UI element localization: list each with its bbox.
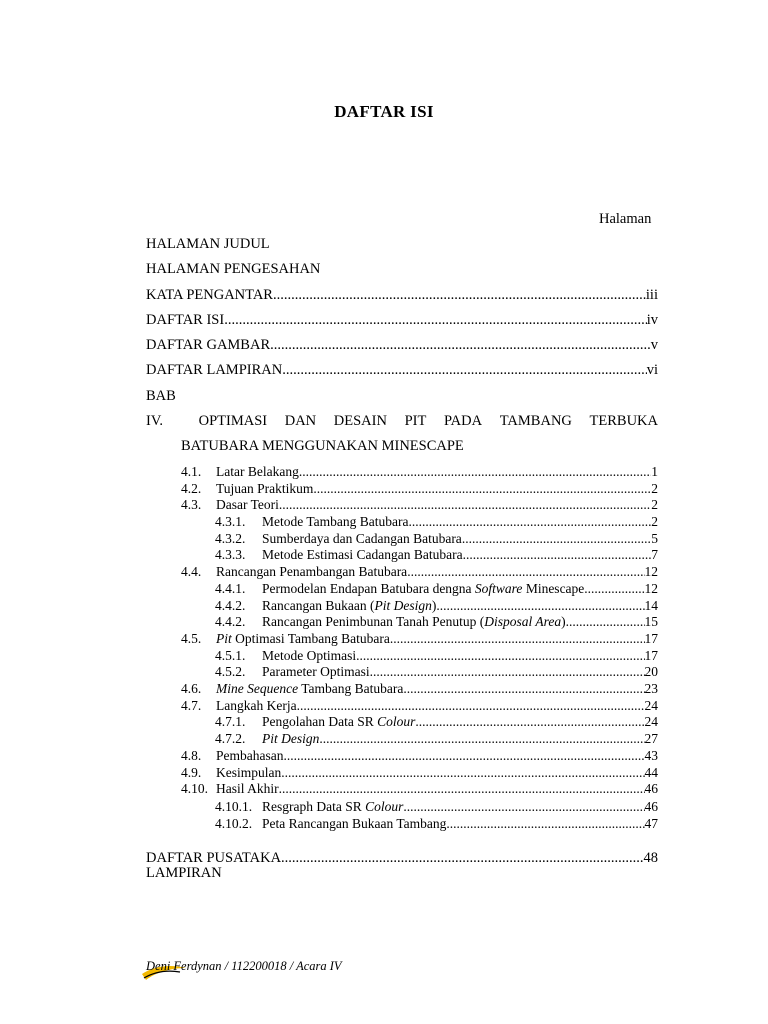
toc-page: 43	[644, 748, 658, 763]
toc-label-text: Resgraph Data SR	[262, 799, 366, 814]
toc-label	[262, 731, 319, 747]
toc-label	[216, 681, 403, 697]
leader-dots	[273, 287, 646, 304]
footer-text: Deni Ferdynan / 112200018 / Acara IV	[146, 959, 342, 973]
toc-page: 5	[651, 531, 658, 546]
toc-row	[181, 464, 658, 481]
toc-page: 17	[644, 631, 658, 646]
page-title: DAFTAR ISI	[334, 102, 434, 121]
toc-page: 20	[644, 664, 658, 679]
toc-page: v	[650, 337, 658, 353]
chapter-word: TERBUKA	[589, 413, 658, 429]
toc-row	[181, 748, 658, 765]
toc-label	[216, 464, 299, 480]
toc-label: DAFTAR PUSATAKA	[146, 850, 282, 866]
toc-row-halaman-judul	[146, 236, 658, 256]
chapter-word: DAN	[284, 413, 317, 429]
toc-page: 2	[651, 481, 658, 496]
leader-dots	[403, 799, 644, 815]
toc-number: 4.4.2.	[215, 598, 246, 613]
toc-label-text: Metode Optimasi	[262, 648, 357, 663]
leader-dots	[588, 581, 645, 597]
toc-row	[215, 614, 658, 631]
toc-label-italic: Pit Design	[374, 598, 432, 613]
toc-row	[181, 681, 658, 698]
toc-label-text: Langkah Kerja	[216, 698, 297, 713]
toc-number: 4.10.1.	[215, 799, 253, 814]
toc-label-text: Pembahasan	[216, 748, 284, 763]
toc-row	[215, 547, 658, 564]
toc-row	[215, 648, 658, 665]
halaman-label: Halaman	[599, 211, 652, 227]
leader-dots	[279, 781, 645, 797]
toc-label-text: Peta Rancangan Bukaan Tambang	[262, 816, 447, 831]
toc-label: DAFTAR GAMBAR	[146, 337, 271, 353]
toc-page: 17	[644, 648, 658, 663]
toc-number: 4.3.3.	[215, 547, 246, 562]
toc-number: 4.4.2.	[215, 614, 246, 629]
toc-label-text: Kesimpulan	[216, 765, 282, 780]
leader-dots	[370, 664, 645, 680]
toc-label	[216, 781, 279, 797]
toc-label: DAFTAR LAMPIRAN	[146, 362, 283, 378]
leader-dots	[297, 698, 645, 714]
toc-page: 46	[644, 781, 658, 796]
toc-page: iv	[646, 312, 658, 328]
toc-row	[215, 799, 658, 816]
toc-number: 4.8.	[181, 748, 202, 763]
toc-label	[216, 698, 297, 714]
toc-page: 1	[651, 464, 658, 479]
toc-row	[181, 698, 658, 715]
toc-page: 46	[644, 799, 658, 814]
leader-dots	[270, 337, 651, 354]
toc-row	[215, 816, 658, 833]
toc-label-text: Rancangan Penambangan Batubara	[216, 564, 408, 579]
chapter-word: OPTIMASI	[198, 413, 268, 429]
toc-row	[215, 598, 658, 615]
toc-label-italic: Software	[474, 581, 523, 596]
toc-number: 4.1.	[181, 464, 202, 479]
toc-label-italic: Mine Sequence	[216, 681, 299, 696]
toc-label	[262, 614, 566, 630]
toc-label	[262, 531, 462, 547]
toc-label: LAMPIRAN	[146, 865, 222, 881]
chapter-title-line2: BATUBARA MENGGUNAKAN MINESCAPE	[181, 438, 464, 454]
toc-label-text: )	[561, 614, 566, 629]
toc-number: 4.3.	[181, 497, 202, 512]
toc-label	[262, 581, 588, 597]
chapter-word: PADA	[443, 413, 483, 429]
toc-label	[262, 547, 463, 563]
toc-row-daftar-isi	[146, 312, 658, 332]
leader-dots	[224, 312, 647, 329]
leader-dots	[407, 564, 644, 580]
toc-page: iii	[645, 287, 658, 303]
toc-page: 47	[644, 816, 658, 831]
toc-number: 4.4.1.	[215, 581, 246, 596]
toc-row	[215, 714, 658, 731]
toc-number: 4.10.2.	[215, 816, 253, 831]
leader-dots	[319, 731, 644, 747]
toc-label-italic: Pit	[216, 631, 232, 646]
toc-label	[262, 664, 370, 680]
toc-page: 12	[644, 581, 658, 596]
toc-row	[181, 781, 658, 798]
toc-label	[216, 497, 279, 513]
toc-label-text: Tujuan Praktikum	[216, 481, 314, 496]
toc-label: DAFTAR ISI	[146, 312, 225, 328]
leader-dots	[281, 765, 644, 781]
toc-label-italic: Disposal Area	[484, 614, 562, 629]
toc-row	[215, 731, 658, 748]
leader-dots	[409, 514, 652, 530]
toc-label-text: Optimasi Tambang Batubara	[231, 631, 390, 646]
leader-dots	[446, 816, 644, 832]
toc-number: 4.3.1.	[215, 514, 246, 529]
toc-row	[181, 497, 658, 514]
toc-label-text: Pengolahan Data SR	[262, 714, 378, 729]
toc-label	[216, 765, 281, 781]
leader-dots	[436, 598, 644, 614]
toc-label: HALAMAN JUDUL	[146, 236, 270, 252]
toc-label-italic: Pit Design	[262, 731, 320, 746]
toc-label-text: )	[431, 598, 437, 613]
toc-page: vi	[646, 362, 658, 378]
toc-label	[216, 481, 313, 497]
toc-label-text: Rancangan Bukaan (	[262, 598, 375, 613]
toc-label-text: Minescape.	[522, 581, 588, 596]
toc-label	[262, 514, 409, 530]
toc-label-text: Rancangan Penimbunan Tanah Penutup (	[262, 614, 485, 629]
chapter-number: IV.	[146, 413, 164, 429]
leader-dots	[566, 614, 645, 630]
toc-page: 24	[644, 698, 658, 713]
toc-label-text: Hasil Akhir	[216, 781, 279, 796]
toc-page: 7	[651, 547, 658, 562]
leader-dots	[299, 464, 651, 480]
toc-label	[216, 564, 407, 580]
toc-label: KATA PENGANTAR	[146, 287, 273, 303]
toc-number: 4.5.	[181, 631, 202, 646]
toc-page: 44	[644, 765, 658, 780]
toc-number: 4.7.2.	[215, 731, 246, 746]
chapter-heading-line2	[181, 438, 658, 458]
toc-label-text: Permodelan Endapan Batubara dengna	[262, 581, 475, 596]
chapter-word: TAMBANG	[499, 413, 572, 429]
toc-number: 4.7.1.	[215, 714, 246, 729]
toc-label	[262, 816, 446, 832]
toc-number: 4.5.1.	[215, 648, 246, 663]
toc-label-text: Latar Belakang	[216, 464, 299, 479]
toc-number: 4.3.2.	[215, 531, 246, 546]
toc-page: 23	[644, 681, 658, 696]
toc-number: 4.5.2.	[215, 664, 246, 679]
leader-dots	[279, 497, 651, 513]
toc-row-kata-pengantar	[146, 287, 658, 307]
toc-label	[262, 648, 356, 664]
toc-label-italic: Colour	[365, 799, 404, 814]
toc-row	[215, 664, 658, 681]
chapter-word: PIT	[404, 413, 427, 429]
leader-dots	[356, 648, 644, 664]
toc-page: 48	[643, 850, 658, 866]
toc-label-text: Sumberdaya dan Cadangan Batubara	[262, 531, 462, 546]
toc-number: 4.7.	[181, 698, 202, 713]
toc-page: 12	[644, 564, 658, 579]
toc-page: 14	[644, 598, 658, 613]
toc-label	[216, 748, 283, 764]
toc-row-lampiran	[146, 865, 658, 885]
toc-number: 4.2.	[181, 481, 202, 496]
leader-dots	[415, 714, 644, 730]
toc-label-text: Tambang Batubara	[298, 681, 404, 696]
toc-page: 2	[651, 497, 658, 512]
leader-dots	[283, 748, 644, 764]
chapter-heading-line1	[146, 413, 658, 430]
toc-label-text: Dasar Teori	[216, 497, 279, 512]
toc-row	[181, 765, 658, 782]
toc-label	[262, 799, 403, 815]
toc-number: 4.6.	[181, 681, 202, 696]
leader-dots	[462, 531, 651, 547]
chapter-word: DESAIN	[333, 413, 387, 429]
toc-row	[215, 531, 658, 548]
toc-row	[181, 564, 658, 581]
toc-number: 4.9.	[181, 765, 202, 780]
leader-dots	[282, 362, 647, 379]
toc-page: 2	[651, 514, 658, 529]
toc-number: 4.4.	[181, 564, 202, 579]
toc-label	[216, 631, 390, 647]
toc-label	[262, 714, 415, 730]
toc-page: 27	[644, 731, 658, 746]
toc-row-halaman-pengesahan	[146, 261, 658, 281]
leader-dots	[403, 681, 644, 697]
toc-label-italic: Colour	[377, 714, 416, 729]
toc-row-daftar-lampiran	[146, 362, 658, 382]
toc-row	[181, 481, 658, 498]
toc-row	[215, 581, 658, 598]
bab-label-row	[146, 388, 658, 408]
toc-page: 15	[644, 614, 658, 629]
toc-label-text: Parameter Optimasi	[262, 664, 370, 679]
leader-dots	[390, 631, 645, 647]
toc-row	[215, 514, 658, 531]
leader-dots	[463, 547, 652, 563]
toc-label	[262, 598, 436, 614]
bab-label: BAB	[146, 388, 176, 404]
toc-page: 24	[644, 714, 658, 729]
toc-label-text: Metode Estimasi Cadangan Batubara	[262, 547, 463, 562]
toc-label-text: Metode Tambang Batubara	[262, 514, 409, 529]
leader-dots	[313, 481, 651, 497]
toc-row-daftar-gambar	[146, 337, 658, 357]
toc-label: HALAMAN PENGESAHAN	[146, 261, 321, 277]
toc-number: 4.10.	[181, 781, 208, 796]
toc-row	[181, 631, 658, 648]
